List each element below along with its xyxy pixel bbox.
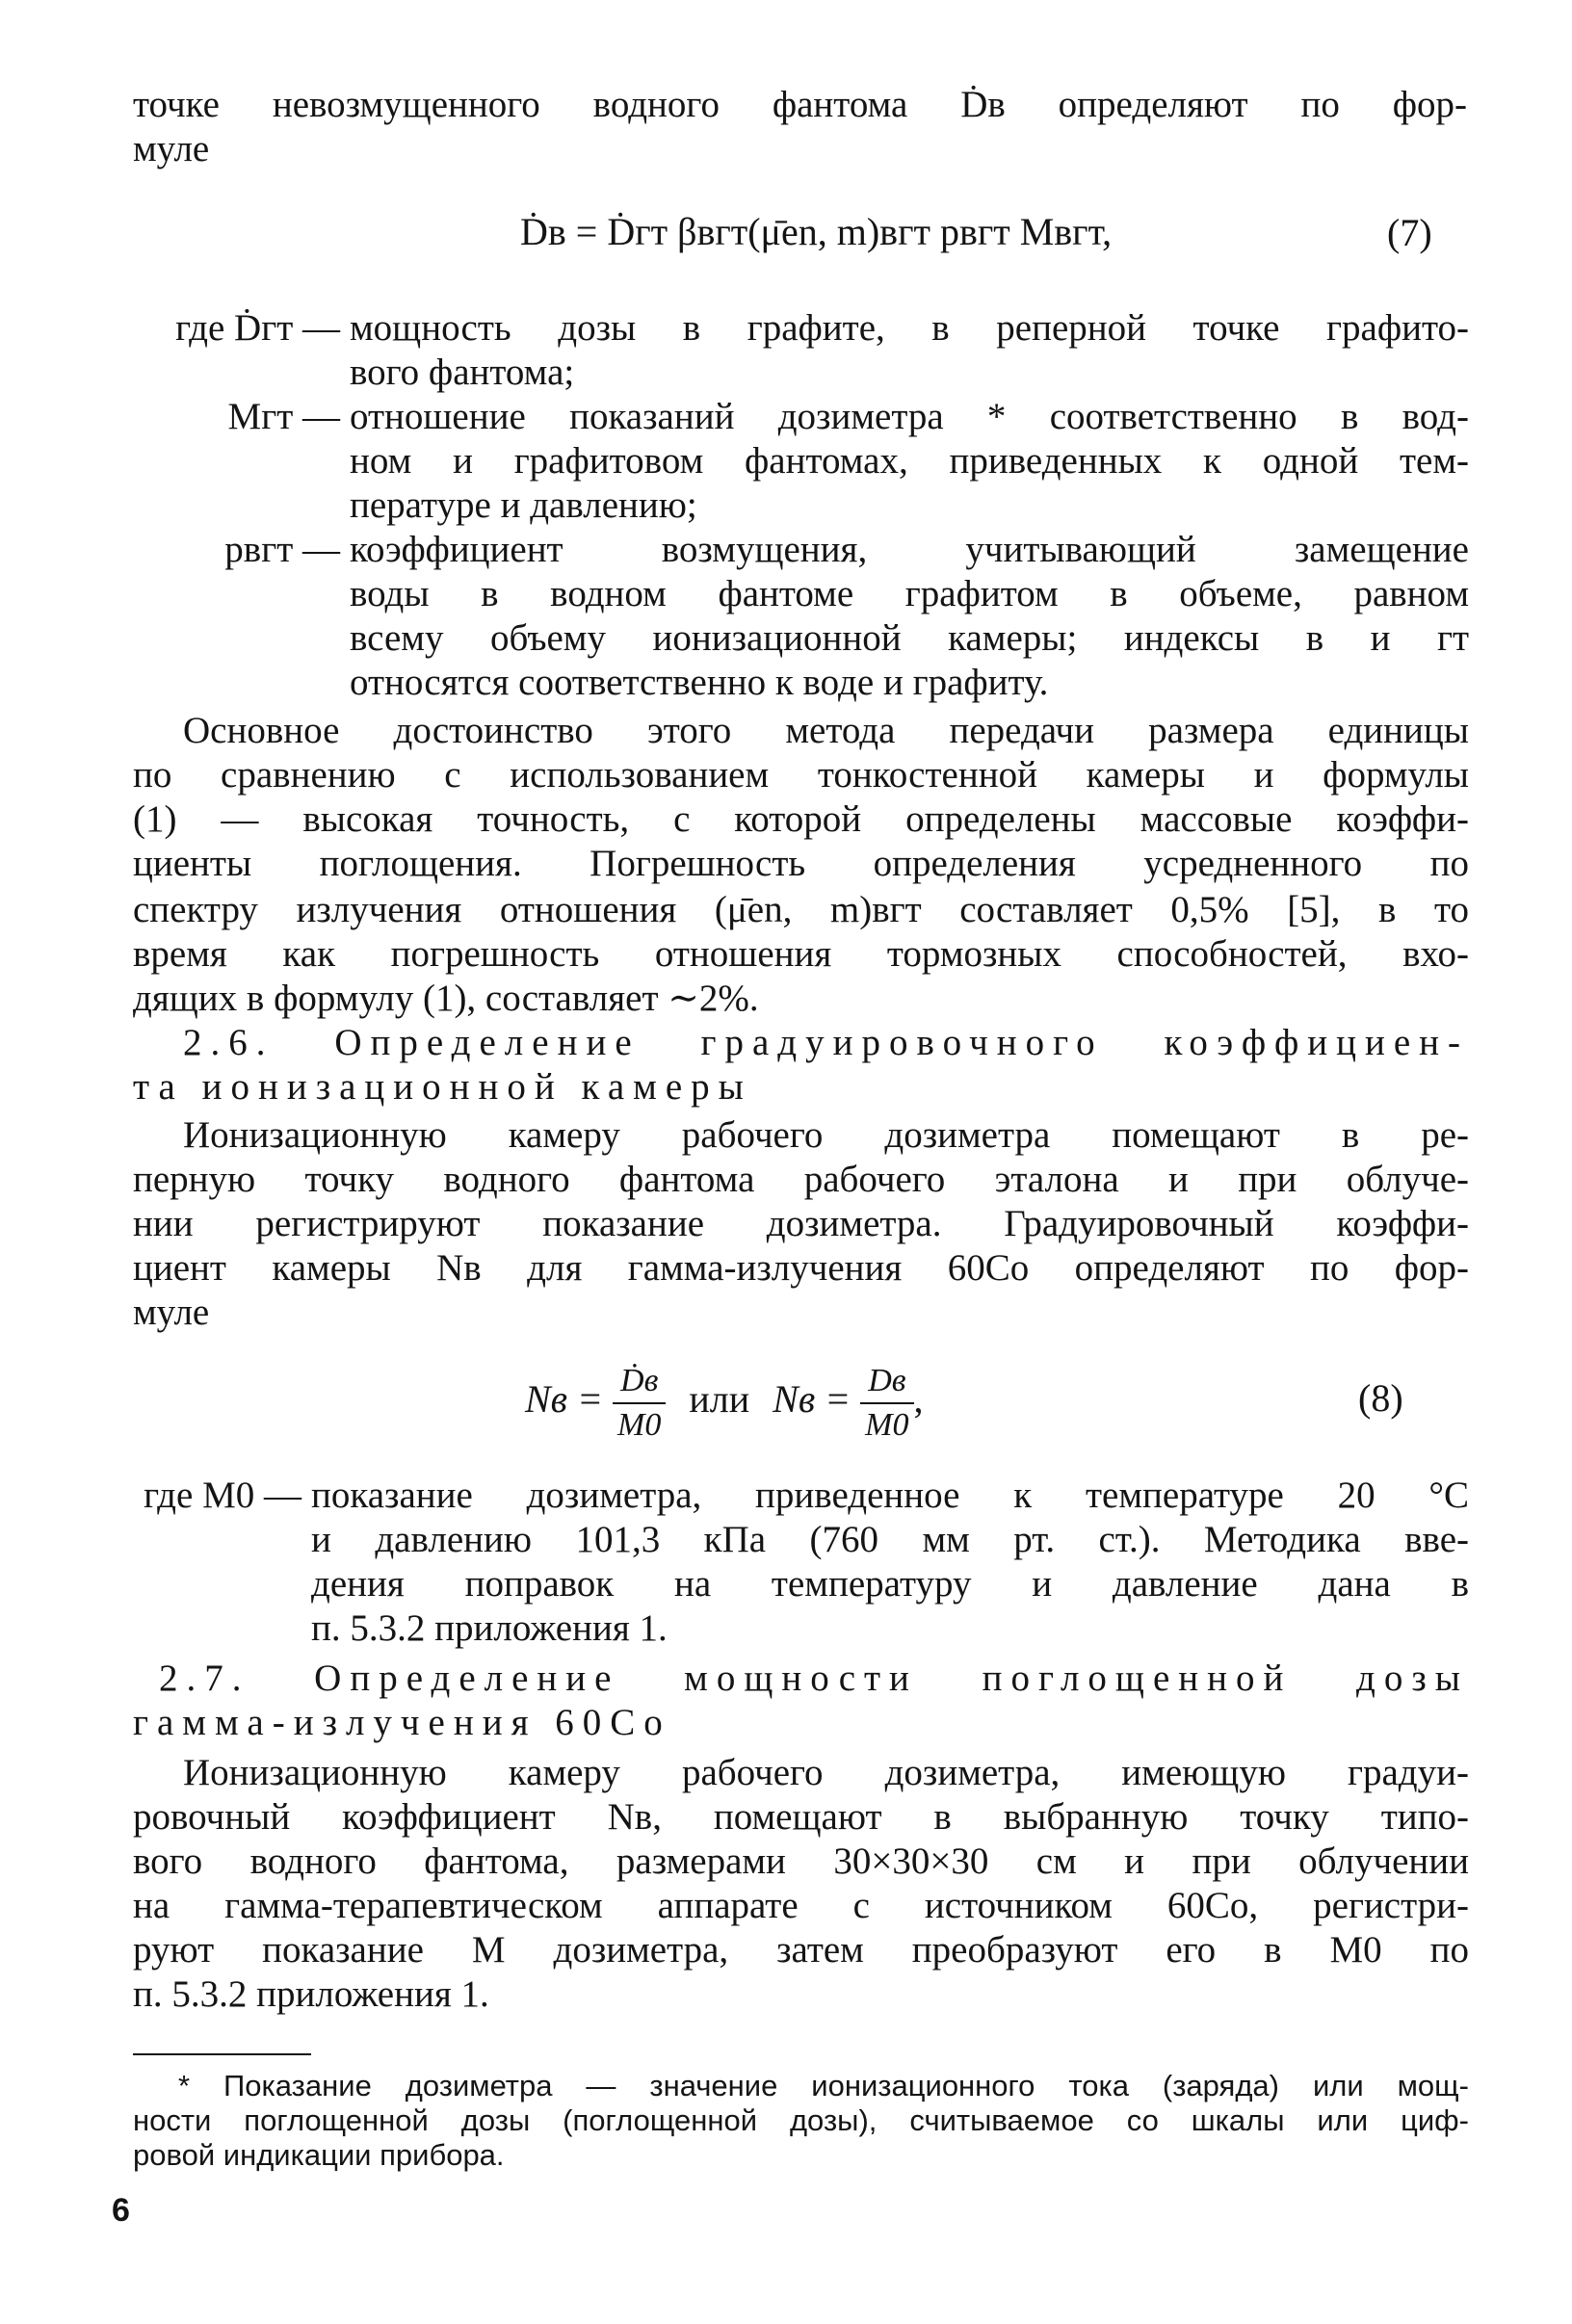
para-2-7-line-4: на гамма-терапевтическом аппарате с источником 60Co, регистри- (133, 1885, 1469, 1926)
footnote-rule (133, 2053, 311, 2055)
formula-8-fraction-2 (860, 1360, 913, 1447)
definition-line: относятся соответственно к воде и графиту. (350, 662, 1049, 703)
definition-line: дения поправок на температуру и давление дана в (311, 1563, 1469, 1605)
section-2-6-heading-line-2: та ионизационной камеры (133, 1066, 752, 1108)
definition-line: всему объему ионизационной камеры; индексы в и гт (350, 617, 1469, 659)
page-number: 6 (112, 2192, 130, 2229)
equation-number-8: (8) (1358, 1376, 1403, 1420)
formula-8-or: или (689, 1377, 750, 1422)
para-2-7-line-6: п. 5.3.2 приложения 1. (133, 1973, 489, 2015)
definition-line: ном и графитовом фантомах, приведенных к одной тем- (350, 440, 1469, 482)
intro-line-2: муле (133, 128, 210, 170)
para-2-6-line-5: муле (133, 1292, 210, 1333)
footnote-line-2: ности поглощенной дозы (поглощенной дозы), считываемое со шкалы или циф- (133, 2103, 1469, 2137)
definition-line: пературе и давлению; (350, 484, 697, 526)
footnote-line-1: * Показание дозиметра — значение ионизационного тока (заряда) или мощ- (178, 2069, 1469, 2102)
fraction-numerator: Ḋв (613, 1360, 666, 1404)
fraction-numerator: Dв (860, 1360, 913, 1404)
main-line-4: циенты поглощения. Погрешность определения усредненного по (133, 843, 1469, 884)
formula-8-lhs-1: Nв = (525, 1377, 604, 1422)
equation-number-7: (7) (1387, 211, 1432, 254)
definition-line: коэффициент возмущения, учитывающий замещение (350, 529, 1469, 570)
para-2-6-line-3: нии регистрируют показание дозиметра. Градуировочный коэффи- (133, 1203, 1469, 1244)
para-2-7-line-5: руют показание M дозиметра, затем преобразуют его в M0 по (133, 1929, 1469, 1971)
para-2-7-line-1: Ионизационную камеру рабочего дозиметра, имеющую градуи- (183, 1752, 1469, 1793)
definition-m0 (133, 1474, 1469, 1651)
para-2-6-line-2: перную точку водного фантома рабочего эталона и при облуче- (133, 1159, 1469, 1200)
formula-8-comma: , (913, 1377, 924, 1422)
formula-7: Ḋв = Ḋгт βвгт(μ̄en, m)вгт pвгт Mвгт, (520, 210, 1113, 253)
definition-line: и давлению 101,3 кПа (760 мм рт. ст.). Методика вве- (311, 1519, 1469, 1560)
section-2-7-heading-line-1: 2.7. Определение мощности поглощенной дозы (159, 1658, 1469, 1699)
definition-m-gt (133, 395, 1469, 528)
formula-8-fraction-1 (613, 1360, 666, 1447)
fraction-denominator: M0 (617, 1407, 662, 1443)
main-line-6: время как погрешность отношения тормозных способностей, вхо- (133, 933, 1469, 975)
definition-term: pвгт — (224, 529, 340, 570)
definition-d-gt (133, 306, 1469, 395)
para-2-7-line-2: ровочный коэффициент Nв, помещают в выбранную точку типо- (133, 1796, 1469, 1838)
fraction-denominator: M0 (865, 1407, 909, 1443)
definition-line: вого фантома; (350, 352, 575, 393)
main-line-7: дящих в формулу (1), составляет ∼2%. (133, 978, 759, 1019)
section-2-7-heading-line-2: гамма-излучения 60Co (133, 1702, 671, 1743)
main-line-1: Основное достоинство этого метода передачи размера единицы (183, 710, 1469, 751)
definition-line: отношение показаний дозиметра * соответственно в вод- (350, 396, 1469, 437)
formula-8 (525, 1360, 924, 1447)
para-2-6-line-1: Ионизационную камеру рабочего дозиметра помещают в ре- (183, 1114, 1469, 1156)
footnote-line-3: ровой индикации прибора. (133, 2138, 505, 2172)
definitions-block-2 (133, 1474, 1469, 1651)
main-line-3: (1) — высокая точность, с которой определены массовые коэффи- (133, 798, 1469, 840)
definitions-block-1 (133, 306, 1469, 705)
main-line-2: по сравнению с использованием тонкостенной камеры и формулы (133, 754, 1469, 796)
definition-term: Mгт — (227, 396, 340, 437)
formula-8-lhs-2: Nв = (773, 1377, 852, 1422)
intro-line-1: точке невозмущенного водного фантома Ḋв определяют по фор- (133, 84, 1467, 125)
definition-p-gt (133, 528, 1469, 705)
definition-line: показание дозиметра, приведенное к температуре 20 °C (311, 1475, 1469, 1516)
definition-term: где Ḋгт — (175, 307, 340, 349)
para-2-7-line-3: вого водного фантома, размерами 30×30×30 см и при облучении (133, 1841, 1469, 1882)
para-2-6-line-4: циент камеры Nв для гамма-излучения 60Co определяют по фор- (133, 1247, 1469, 1289)
definition-line: п. 5.3.2 приложения 1. (311, 1607, 668, 1649)
section-2-6-heading-line-1: 2.6. Определение градуировочного коэффициен- (183, 1022, 1469, 1063)
definition-line: воды в водном фантоме графитом в объеме, равном (350, 573, 1469, 614)
definition-term: где M0 — (144, 1475, 301, 1516)
definition-line: мощность дозы в графите, в реперной точке графито- (350, 307, 1469, 349)
main-line-5: спектру излучения отношения (μ̄en, m)вгт составляет 0,5% [5], в то (133, 889, 1469, 930)
